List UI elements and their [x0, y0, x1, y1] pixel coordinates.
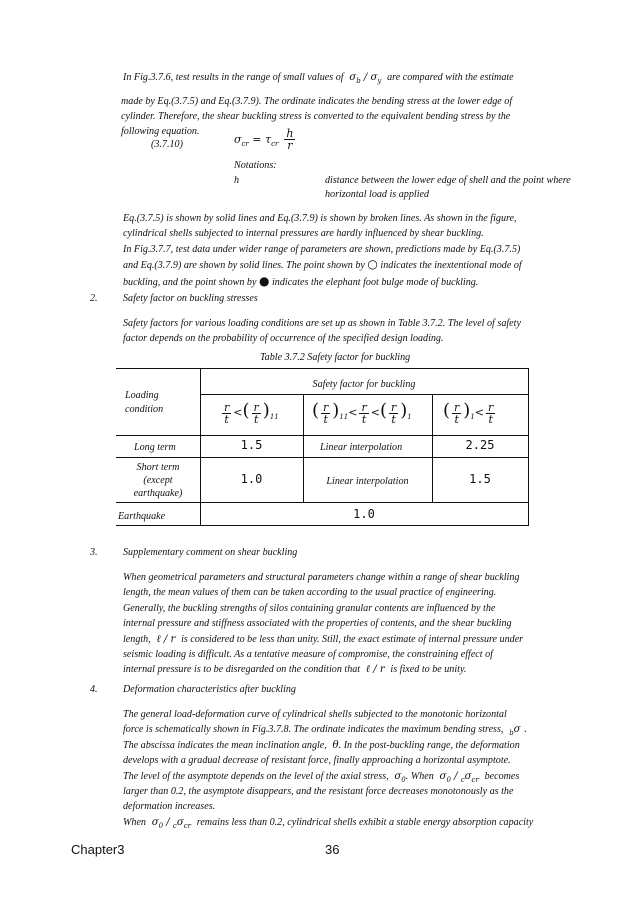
section-3-line-5b: is considered to be less than unity. Still, the exact estimate of internal pressure under: [181, 633, 524, 645]
section-2-line-1: Safety factors for various loading conditions are set up as shown in Table 3.7.2. The level of safety: [123, 318, 521, 329]
section-3-number: 3.: [90, 547, 98, 558]
results-line-5b: indicates the elephant foot bulge mode of buckling.: [272, 276, 479, 288]
bending-stress-symbol: $_b$σ .: [509, 724, 527, 738]
group-header: Safety factor for buckling: [312, 379, 416, 390]
section-3-line-3: Generally, the buckling strengths of silos containing granular contents are influenced by the: [123, 602, 496, 614]
results-line-4b: indicates the inextentional mode of: [380, 260, 522, 272]
stress-ratio-symbol: $\sigma_b / \sigma_y$: [346, 72, 382, 86]
filled-circle-icon: ●: [258, 273, 270, 288]
row-earthquake-value: 1.0: [353, 507, 375, 521]
sigma-ratio-symbol-2: $\sigma_0 / _c\sigma_{cr}$: [148, 816, 192, 830]
row-earthquake-label: Earthquake: [118, 511, 166, 522]
notations-label: Notations:: [234, 160, 277, 171]
ell-over-r-symbol: ℓ / r: [153, 633, 179, 645]
section-4-line-8b: remains less than 0.2, cylindrical shells exhibit a stable energy absorption capacity: [196, 816, 534, 828]
results-line-4a: and Eq.(3.7.9) are shown by solid lines. The point shown by: [123, 260, 365, 272]
equation-3-7-10: $\sigma_{cr} = \tau_{cr}$ $\frac{h}{r}$: [234, 127, 294, 152]
paragraph-results: [123, 211, 571, 290]
row-short-term-label: [116, 461, 200, 500]
section-4-line-1: The general load-deformation curve of cylindrical shells subjected to the monotonic horizontal: [123, 709, 507, 720]
section-4-line-6: larger than 0.2, the asymptote disappears, and the resistant force decreases monotonously as the: [123, 786, 514, 798]
section-3-heading: Supplementary comment on shear buckling: [123, 547, 298, 558]
row-long-term-label: Long term: [134, 442, 176, 453]
section-2-line-2: factor depends on the probability of occurrence of the specified design loading.: [123, 333, 444, 345]
intro-line-1a: In Fig.3.7.6, test results in the range of small values of: [123, 72, 344, 83]
table-caption: Table 3.7.2 Safety factor for buckling: [260, 352, 411, 363]
section-2-number: 2.: [90, 293, 98, 304]
row-short-term-label-2: (except: [143, 475, 173, 486]
sigma-ratio-symbol: $\sigma_0 / _c\sigma_{cr}$: [436, 770, 479, 784]
section-4-line-5b: . When: [405, 770, 434, 782]
section-3-line-7a: internal pressure is to be disregarded on the condition that: [123, 664, 361, 676]
loading-header-1: Loading: [125, 390, 159, 401]
column-formula-1: $\frac{r}{t}$ <( $\frac{r}{t}$ )$_{11}$: [224, 400, 279, 426]
section-3-line-4: internal pressure and stiffness associated with the properties of contents, and the shear buckling: [123, 618, 512, 630]
theta-symbol: θ: [329, 739, 339, 751]
results-line-1: Eq.(3.7.5) is shown by solid lines and Eq.(3.7.9) is shown by broken lines. As shown in the figure,: [123, 213, 517, 224]
section-3-body: [123, 570, 571, 678]
row-short-term-label-3: earthquake): [133, 488, 183, 499]
section-3-line-5a: length,: [123, 633, 151, 645]
section-4-body: [123, 707, 571, 830]
notation-h-symbol: h: [234, 175, 240, 186]
section-3-line-6: seismic loading is difficult. As a tentative measure of compromise, the constraining effect of: [123, 649, 493, 661]
section-4-line-5c: becomes: [484, 770, 520, 782]
equation-number: (3.7.10): [151, 139, 183, 150]
results-line-3: In Fig.3.7.7, test data under wider range of parameters are shown, predictions made by Eq.(3.7.5): [123, 243, 521, 255]
section-4-line-2a: force is schematically shown in Fig.3.7.8. The ordinate indicates the maximum bending stress,: [123, 724, 504, 736]
footer-page-number: 36: [325, 842, 340, 857]
section-2-heading: Safety factor on buckling stresses: [123, 293, 258, 304]
row-long-term-value-2: Linear interpolation: [320, 442, 403, 453]
results-line-2: cylindrical shells subjected to internal pressures are hardly influenced by shear buckling.: [123, 228, 484, 240]
row-short-term-value-2: Linear interpolation: [326, 476, 409, 487]
intro-line-2: made by Eq.(3.7.5) and Eq.(3.7.9). The ordinate indicates the bending stress at the lower edge of: [121, 96, 513, 107]
results-line-5a: buckling, and the point shown by: [123, 276, 257, 288]
section-4-heading: Deformation characteristics after buckling: [123, 684, 296, 695]
section-3-line-1: When geometrical parameters and structural parameters change within a range of shear buckling: [123, 572, 520, 583]
row-short-term-value-3: 1.5: [469, 472, 491, 486]
intro-line-1b: are compared with the estimate: [387, 72, 514, 83]
column-formula-3: ( $\frac{r}{t}$ )$_1<$ $\frac{r}{t}$: [443, 400, 494, 426]
row-short-term-label-1: Short term: [136, 462, 180, 473]
section-4-line-4: develops with a gradual decrease of resistant force, finally approaching a horizontal asymptote.: [123, 755, 511, 767]
section-4-number: 4.: [90, 684, 98, 695]
section-3-line-2: length, the mean values of them can be taken according to the usual practice of engineering.: [123, 587, 497, 599]
section-2-body: [123, 316, 571, 347]
ell-over-r-symbol-2: ℓ / r: [362, 664, 388, 676]
loading-header-2: condition: [125, 404, 164, 415]
section-3-line-7b: is fixed to be unity.: [390, 664, 467, 676]
section-4-line-3a: The abscissa indicates the mean inclination angle,: [123, 739, 327, 751]
section-4-line-3b: . In the post-buckling range, the deformation: [338, 739, 520, 751]
column-formula-2: ( $\frac{r}{t}$ )$_{11}<$ $\frac{r}{t}$ <( $\frac{r}{t}$ )$_1$: [312, 400, 412, 426]
intro-line-3: cylinder. Therefore, the shear buckling stress is converted to the equivalent bending stress by the: [121, 111, 511, 122]
section-4-line-5a: The level of the asymptote depends on the level of the axial stress,: [123, 770, 389, 782]
row-short-term-value-1: 1.0: [240, 472, 263, 486]
footer-chapter: Chapter3: [71, 842, 125, 857]
row-long-term-value-1: 1.5: [240, 438, 263, 452]
notation-h-desc-2: horizontal load is applied: [325, 189, 430, 200]
section-4-line-8a: When: [123, 816, 146, 828]
sigma-zero-symbol: $\sigma_0$: [391, 770, 406, 784]
row-long-term-value-3: 2.25: [465, 438, 495, 452]
notation-h-desc-1: distance between the lower edge of shell and the point where: [325, 175, 571, 186]
intro-line-4: following equation.: [121, 126, 200, 137]
open-circle-icon: ○: [367, 257, 378, 272]
section-4-line-7: deformation increases.: [123, 801, 216, 813]
